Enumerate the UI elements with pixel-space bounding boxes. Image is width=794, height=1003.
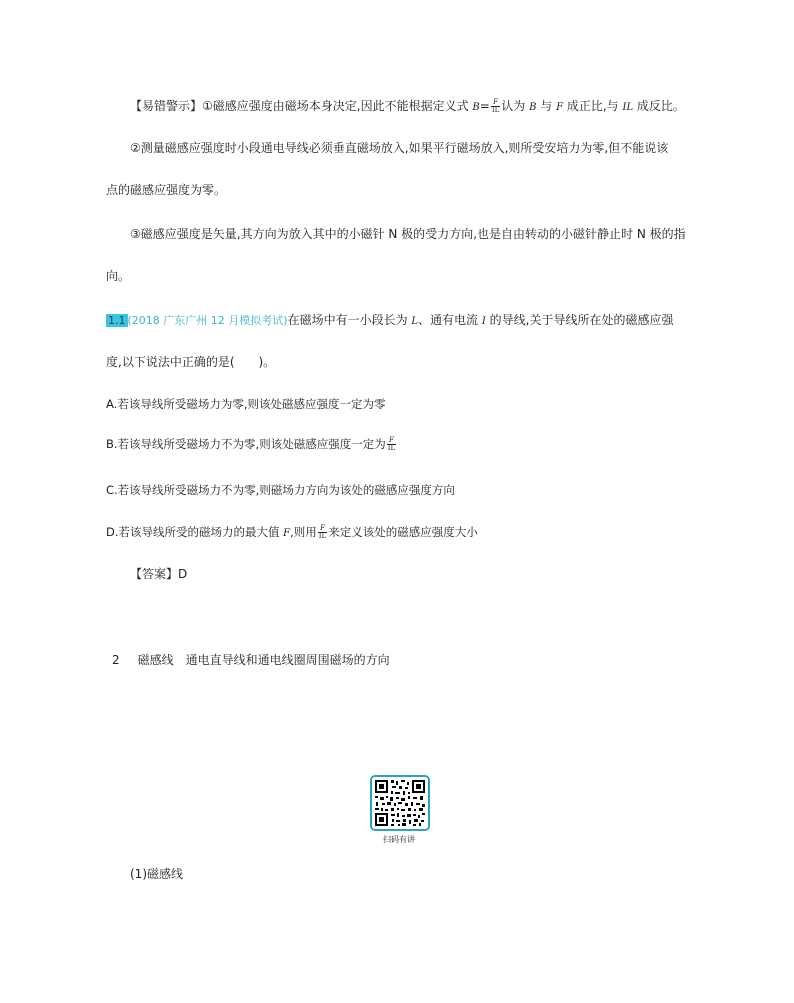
var-b: B [472,102,480,113]
qr-code[interactable] [370,775,430,831]
var-f: F [556,102,564,113]
option-d-num: F [318,525,327,533]
option-b-fraction [387,437,396,452]
var-il: IL [622,102,634,113]
option-a: A.若该导线所受磁场力为零,则该处磁感应强度一定为零 [106,397,386,411]
qr-code-pattern [372,777,428,829]
qr-code-block [370,775,428,845]
section-number: 2 [112,653,120,667]
option-b-den: IL [387,444,396,452]
option-b-num: F [387,437,396,445]
warning-item-3 [130,226,686,242]
warning-item-2-line-2: 点的磁感应强度为零。 [106,183,227,197]
warning-item-1-text: 磁感应强度由磁场本身决定,因此不能根据定义式 [212,99,473,113]
equals-sign: = [479,99,490,113]
warning-item-3-line-1: 磁感应强度是矢量,其方向为放入其中的小磁针 N 极的受力方向,也是自由转动的小磁针静止时 N 极的指 [140,227,686,241]
option-d [106,524,478,542]
question-source: (2018 广东广州 12 月模拟考试) [127,314,288,327]
option-d-den: IL [318,532,327,540]
marker-1: ① [202,99,213,113]
option-d-text-1: D.若该导线所受的磁场力的最大值 [106,525,284,539]
question-stem [106,312,673,330]
stem-part-a: 在磁场中有一小段长为 [287,313,412,327]
frac-numerator: F [491,99,500,107]
option-d-var-f: F [283,528,291,539]
stem-part-c: 的导线,关于导线所在处的磁感应强 [485,313,674,327]
text-renwei: 认为 [501,99,530,113]
warning-item-3-line-2: 向。 [106,269,131,283]
option-b-text: B.若该导线所受磁场力不为零,则该处磁感应强度一定为 [106,437,386,451]
question-label: 1.1 [108,314,126,327]
var-b-2: B [529,102,537,113]
option-b [106,436,397,452]
warning-item-1 [130,98,685,116]
option-c: C.若该导线所受磁场力不为零,则磁场力方向为该处的磁感应强度方向 [106,483,455,497]
section-title: 磁感线 通电直导线和通电线圈周围磁场的方向 [137,653,390,667]
text-zhengbi: 成正比,与 [563,99,623,113]
marker-3: ③ [130,227,141,241]
marker-2: ② [130,141,141,155]
question-stem-line-2: 度,以下说法中正确的是( )。 [106,355,276,369]
text-fanbi: 成反比。 [633,99,685,113]
text-yu: 与 [536,99,557,113]
warning-item-2-line-1: 测量磁感应强度时小段通电导线必须垂直磁场放入,如果平行磁场放入,则所受安培力为零,但不能说该 [140,141,669,155]
option-d-fraction [318,525,327,540]
answer: 【答案】D [130,567,188,581]
warning-tag: 【易错警示】 [130,99,203,113]
stem-part-b: 、通有电流 [418,313,482,327]
option-d-text-3: 来定义该处的磁感应强度大小 [328,525,478,539]
section-heading [112,652,390,668]
var-l: L [411,316,419,327]
frac-denominator: IL [491,106,500,114]
warning-item-2 [130,140,668,156]
qr-caption: 扫码有讲 [383,835,415,844]
var-i: I [481,316,486,327]
subsection-title: (1)磁感线 [130,867,183,881]
option-d-text-2: ,则用 [290,525,317,539]
fraction-f-over-il [491,99,500,114]
